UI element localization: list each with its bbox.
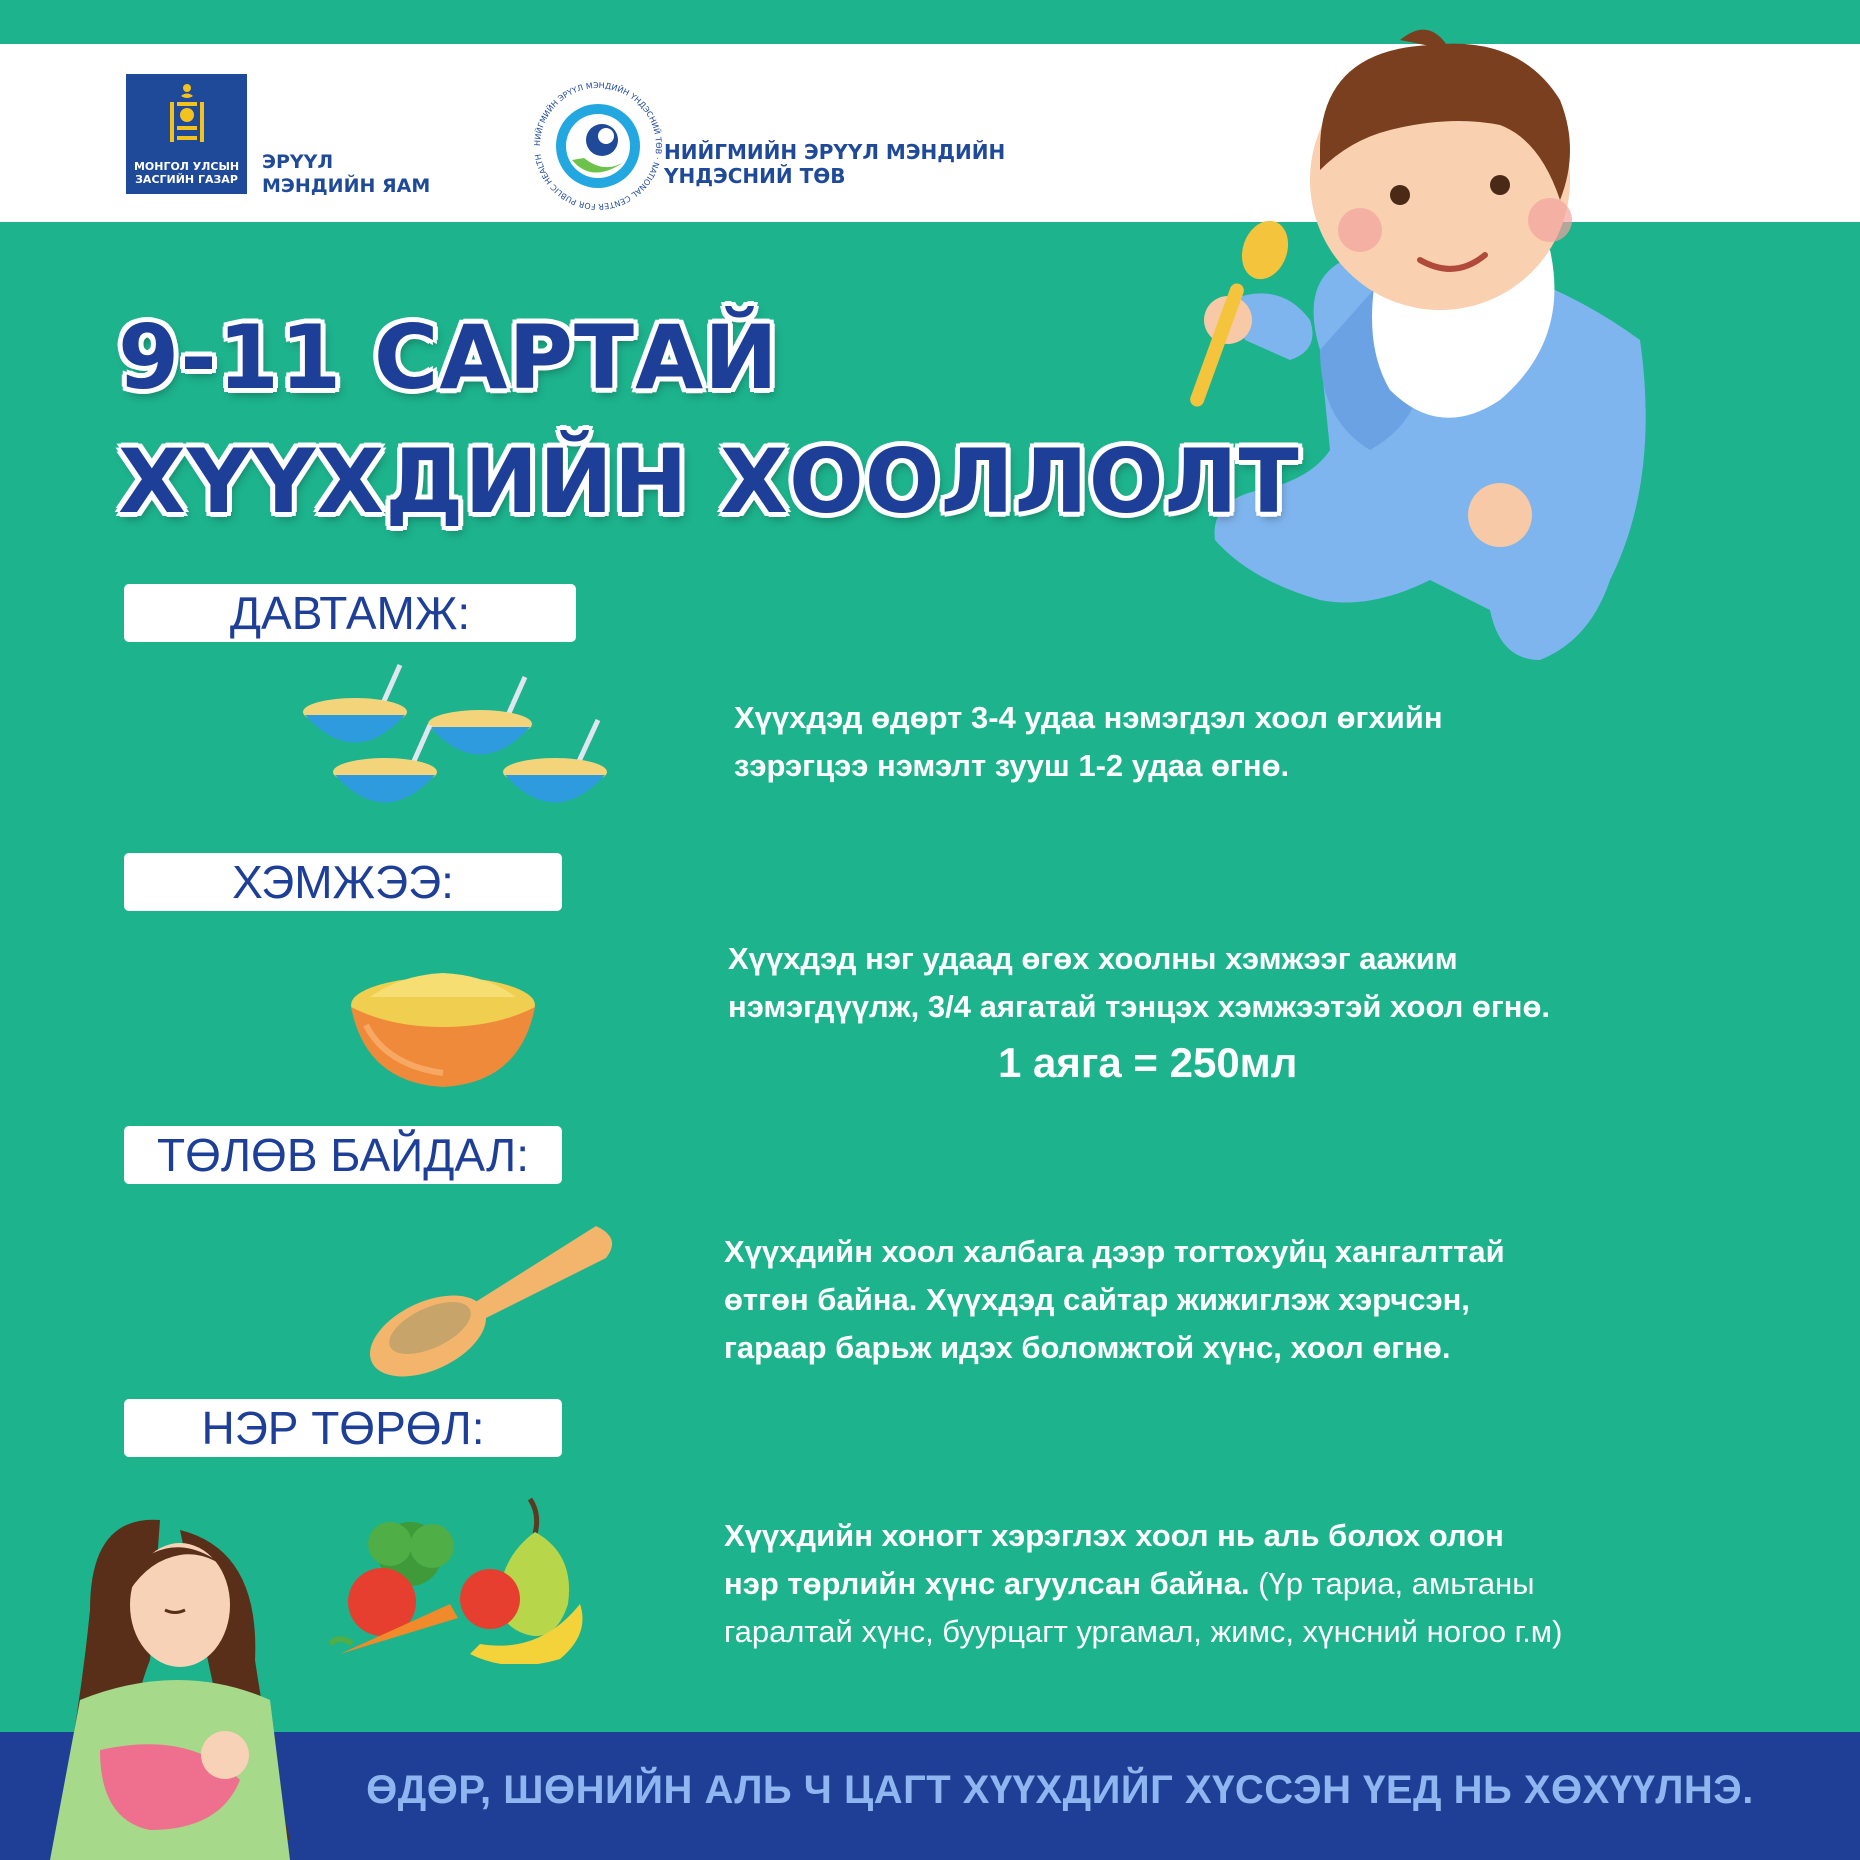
amount-description: Хүүхдэд нэг удаад өгөх хоолны хэмжээг аажим нэмэгдүүлж, 3/4 аягатай тэнцэх хэмжээтэй хоол өгнө. 1 аяга = 250мл <box>728 935 1550 1095</box>
title-line-1: 9-11 САРТАЙ <box>118 306 779 409</box>
porridge-bowls-icon <box>300 660 620 820</box>
government-logo <box>126 74 247 194</box>
variety-description: Хүүхдийн хоногт хэрэглэх хоол нь аль болох олон нэр төрлийн хүнс агуулсан байна. (Үр тариа, амьтаны гаралтай хүнс, буурцагт ургамал, жимс, хүнсний ногоо г.м) <box>724 1518 1563 1649</box>
section-label-consistency: ТӨЛӨВ БАЙДАЛ: <box>124 1126 562 1184</box>
breastfeeding-mother-illustration <box>40 1510 300 1860</box>
section-label-frequency: ДАВТАМЖ: <box>124 584 576 642</box>
government-logo-text: МОНГОЛ УЛСЫН ЗАСГИЙН ГАЗАР <box>133 160 240 186</box>
ministry-name: ЭРҮҮЛ МЭНДИЙН ЯАМ <box>262 151 431 197</box>
fruits-vegetables-icon <box>330 1494 600 1664</box>
public-health-center-name: НИЙГМИЙН ЭРҮҮЛ МЭНДИЙН ҮНДЭСНИЙ ТӨВ <box>664 140 1006 188</box>
section-label-variety: НЭР ТӨРӨЛ: <box>124 1399 562 1457</box>
footer-message: ӨДӨР, ШӨНИЙН АЛЬ Ч ЦАГТ ХҮҮХДИЙГ ХҮССЭН ҮЕД НЬ ХӨХҮҮЛНЭ. <box>366 1768 1754 1812</box>
bowl-icon <box>346 965 540 1090</box>
consistency-description: Хүүхдийн хоол халбага дээр тогтохуйц хангалттай өтгөн байна. Хүүхдэд сайтар жижиглэж хэрчсэн, гараар барьж идэх боломжтой хүнс, хоол өгнө. <box>724 1234 1505 1365</box>
spoon-icon <box>366 1218 622 1378</box>
soyombo-emblem-icon <box>168 82 206 144</box>
public-health-center-logo <box>532 80 664 212</box>
logo-ring-text: НИЙГМИЙН ЭРҮҮЛ МЭНДИЙН ҮНДЭСНИЙ ТӨВ · NATIONAL CENTER FOR PUBLIC HEALTH <box>532 80 664 212</box>
section-label-amount: ХЭМЖЭЭ: <box>124 853 562 911</box>
variety-examples-note: (Үр тариа, амьтаны <box>1249 1566 1535 1601</box>
title-line-2: ХҮҮХДИЙН ХООЛЛОЛТ <box>118 430 1300 533</box>
cup-volume-note: 1 аяга = 250мл <box>998 1039 1298 1086</box>
frequency-description: Хүүхдэд өдөрт 3-4 удаа нэмэгдэл хоол өгхийн зэрэгцээ нэмэлт зууш 1-2 удаа өгнө. <box>734 700 1443 783</box>
page-title <box>118 296 1300 544</box>
